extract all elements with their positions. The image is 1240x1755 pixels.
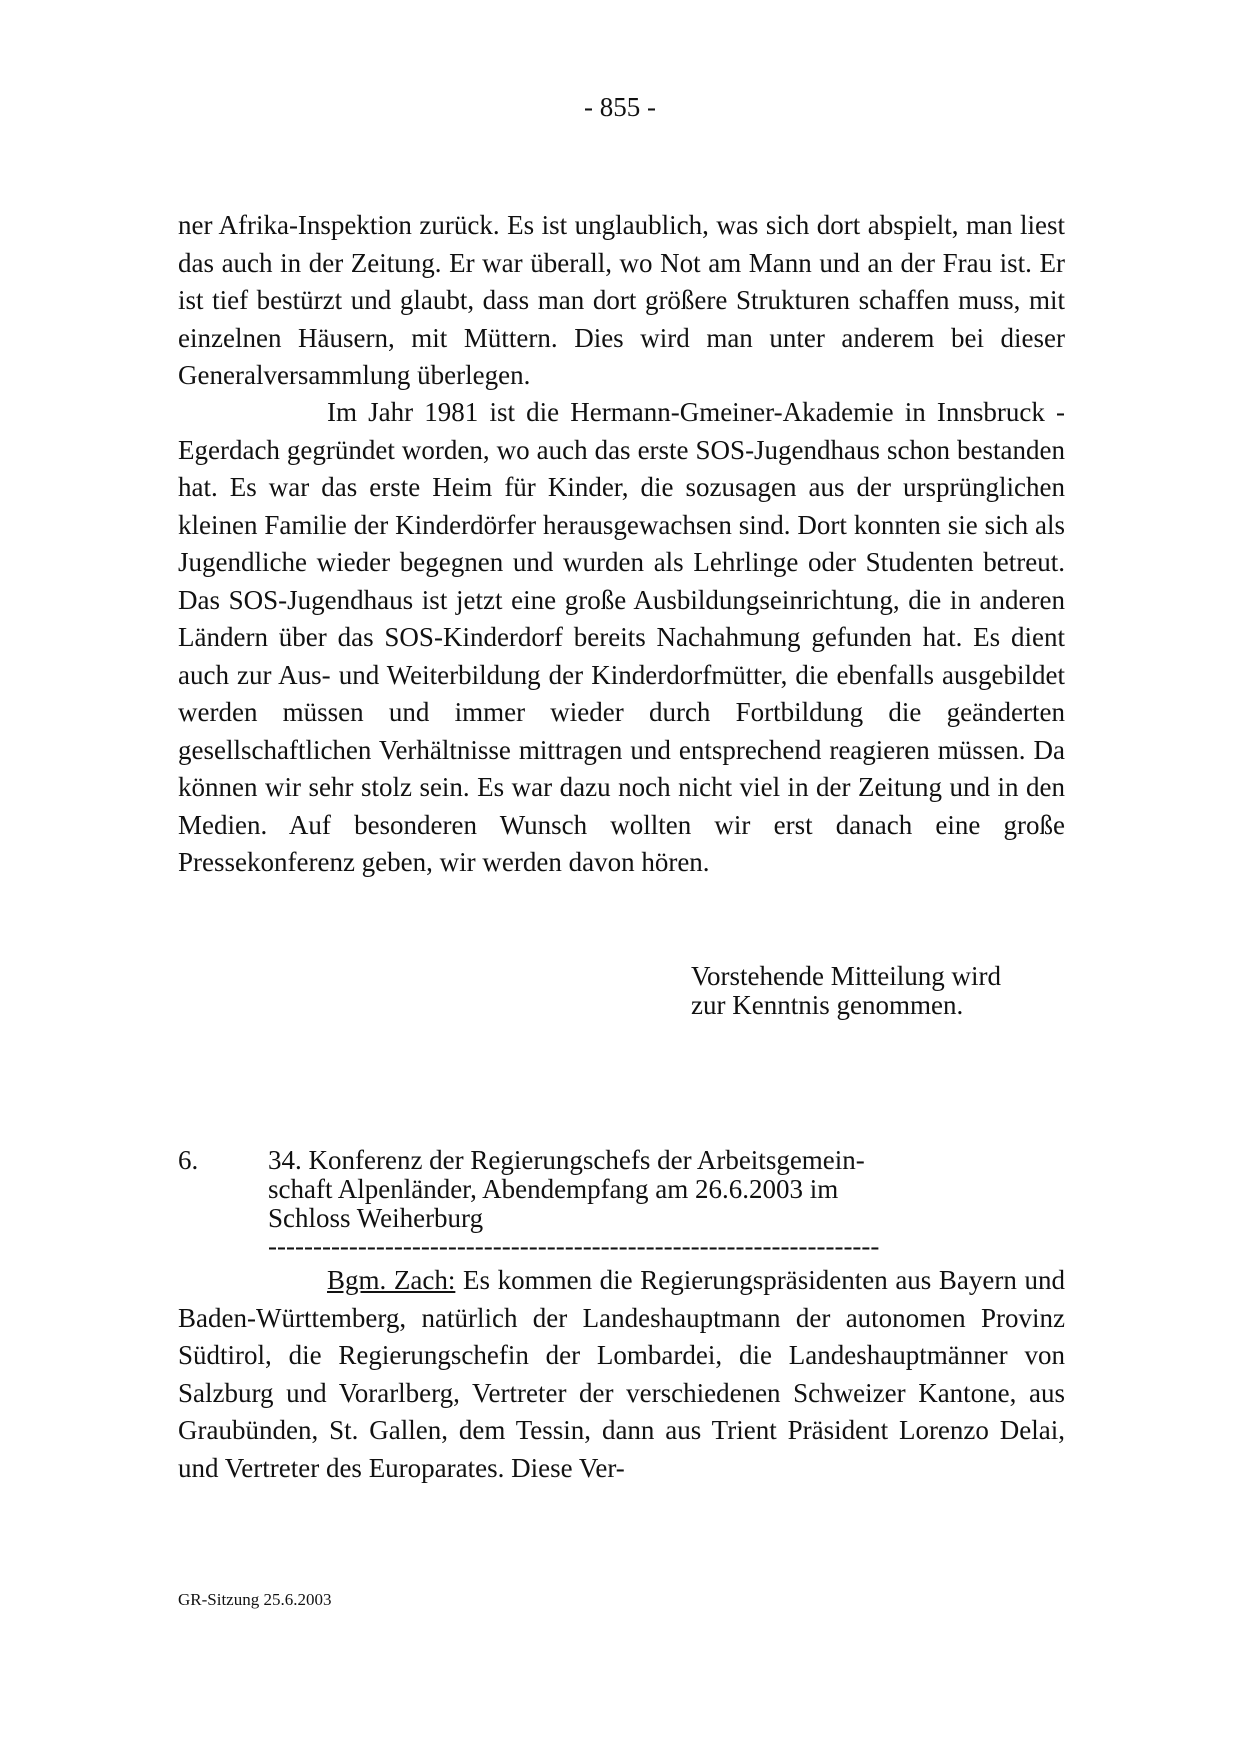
agenda-separator: -------------------------------------------------------------------- bbox=[268, 1232, 880, 1261]
agenda-item-title-line-2: schaft Alpenländer, Abendempfang am 26.6.2003 im bbox=[268, 1174, 839, 1204]
resolution-note-line-2: zur Kenntnis genommen. bbox=[691, 990, 964, 1020]
paragraph-akademie bbox=[178, 394, 1065, 882]
speaker-label: Bgm. Zach: bbox=[327, 1265, 456, 1295]
paragraph-akademie-text: Im Jahr 1981 ist die Hermann-Gmeiner-Akademie in Innsbruck - Egerdach gegründet worden, wo auch das erste SOS-Jugendhaus schon bestanden hat. Es war das erste Heim für Kinder, die sozusagen aus der ursprünglichen kleinen Familie der Kinderdörfer herausgewachsen sind. Dort konnten sie sich als Jugendliche wieder begegnen und wurden als Lehrlinge oder Studenten betreut. Das SOS-Jugendhaus ist jetzt eine große Ausbildungseinrichtung, die in anderen Ländern über das SOS-Kinderdorf bereits Nachahmung gefunden hat. Es dient auch zur Aus- und Weiterbildung der Kinderdorfmütter, die ebenfalls ausgebildet werden müssen und immer wieder durch Fortbildung die geänderten gesellschaftlichen Verhältnisse mittragen und entsprechend reagieren müssen. Da können wir sehr stolz sein. Es war dazu noch nicht viel in der Zeitung und in den Medien. Auf besonderen Wunsch wollten wir erst danach eine große Pressekonferenz geben, wir werden davon hören. bbox=[178, 397, 1065, 877]
agenda-item-title-line-3: Schloss Weiherburg bbox=[268, 1203, 484, 1233]
resolution-note-line-1: Vorstehende Mitteilung wird bbox=[691, 961, 1001, 991]
speech-text: Es kommen die Regierungspräsidenten aus Bayern und Baden-Württemberg, natürlich der Landeshauptmann der autonomen Provinz Südtirol, die Regierungschefin der Lombardei, die Landeshauptmänner von Salzburg und Vorarlberg, Vertreter der verschiedenen Schweizer Kantone, aus Graubünden, St. Gallen, dem Tessin, dann aus Trient Präsident Lorenzo Delai, und Vertreter des Europarates. Diese Ver- bbox=[178, 1265, 1065, 1483]
paragraph-continuation: ner Afrika-Inspektion zurück. Es ist unglaublich, was sich dort abspielt, man liest das auch in der Zeitung. Er war überall, wo Not am Mann und an der Frau ist. Er ist tief bestürzt und glaubt, dass man dort größere Strukturen schaffen muss, mit einzelnen Häusern, mit Müttern. Dies wird man unter anderem bei dieser Generalversammlung überlegen. bbox=[178, 210, 1065, 390]
speech-paragraph bbox=[178, 1262, 1065, 1487]
resolution-note bbox=[691, 962, 1071, 1020]
page-footer: GR-Sitzung 25.6.2003 bbox=[178, 1590, 332, 1609]
page-number: - 855 - bbox=[584, 92, 656, 122]
agenda-item-number: 6. bbox=[178, 1145, 199, 1175]
agenda-item-title bbox=[268, 1146, 918, 1233]
agenda-item-title-line-1: 34. Konferenz der Regierungschefs der Arbeitsgemein- bbox=[268, 1145, 865, 1175]
